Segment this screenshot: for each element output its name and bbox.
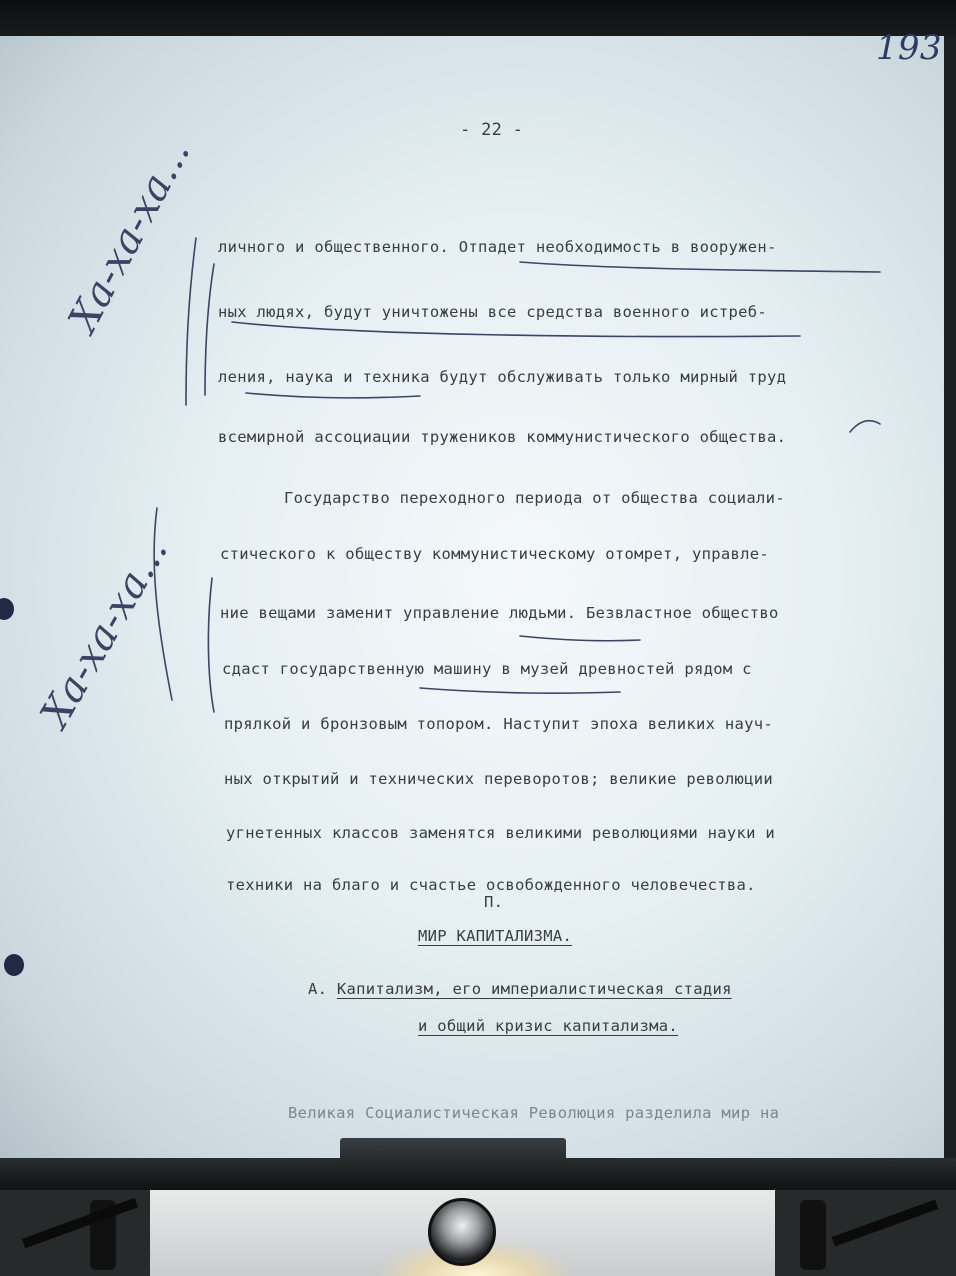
- pencil-underline: [420, 688, 620, 693]
- margin-note-haha: Ха-ха-ха...: [32, 529, 177, 735]
- reader-machine-base: [0, 1190, 956, 1276]
- paragraph2-line: сдаст государственную машину в музей древностей рядом с: [222, 660, 752, 678]
- subsection-label: А.: [308, 980, 328, 998]
- paragraph2-line: Государство переходного периода от общества социали-: [284, 489, 785, 507]
- pencil-underline: [520, 636, 640, 641]
- section-number: П.: [484, 893, 504, 911]
- margin-bracket-1: [186, 238, 196, 405]
- page-header: - 22 -: [460, 120, 524, 140]
- section-title: МИР КАПИТАЛИЗМА.: [418, 927, 573, 945]
- paragraph1-line: личного и общественного. Отпадет необходимость в вооружен-: [218, 238, 777, 256]
- paragraph2-line: прялкой и бронзовым топором. Наступит эпоха великих науч-: [224, 715, 774, 733]
- film-guide: [832, 1199, 939, 1246]
- paragraph1-line: ления, наука и техника будут обслуживать только мирный труд: [218, 368, 787, 386]
- screen-handle: [340, 1138, 566, 1166]
- margin-bracket-2-inner: [208, 578, 214, 712]
- paragraph3-line: Великая Социалистическая Революция разделила мир на: [288, 1104, 780, 1122]
- pencil-underline: [520, 262, 880, 272]
- margin-bracket-1-inner: [205, 264, 214, 395]
- margin-note-haha: Ха-ха-ха...: [60, 132, 200, 340]
- paragraph1-line: ных людях, будут уничтожены все средства военного истреб-: [218, 303, 768, 321]
- punch-hole: [4, 954, 24, 976]
- paragraph2-line: ных открытий и технических переворотов; великие революции: [224, 770, 774, 788]
- archive-page-number: 193: [876, 28, 942, 68]
- paragraph1-line: всемирной ассоциации тружеников коммунистического общества.: [218, 428, 787, 446]
- viewer-right-edge: [944, 36, 956, 1166]
- subsection-title-continued: и общий кризис капитализма.: [418, 1017, 679, 1035]
- paragraph2-line: техники на благо и счастье освобожденного человечества.: [226, 876, 756, 894]
- paragraph2-line: угнетенных классов заменятся великими революциями науки и: [226, 824, 776, 842]
- paragraph2-line: стического к обществу коммунистическому отомрет, управле-: [220, 545, 770, 563]
- film-guide: [22, 1198, 138, 1248]
- paragraph2-line: ние вещами заменит управление людьми. Безвластное общество: [220, 604, 779, 622]
- focus-knob[interactable]: [428, 1198, 496, 1266]
- pencil-underline: [232, 322, 800, 337]
- pencil-underline: [246, 393, 420, 398]
- pencil-underline: [850, 421, 880, 432]
- margin-bracket-2: [154, 508, 172, 700]
- subsection-title: Капитализм, его империалистическая стадия: [336, 980, 732, 998]
- film-roller: [800, 1200, 826, 1270]
